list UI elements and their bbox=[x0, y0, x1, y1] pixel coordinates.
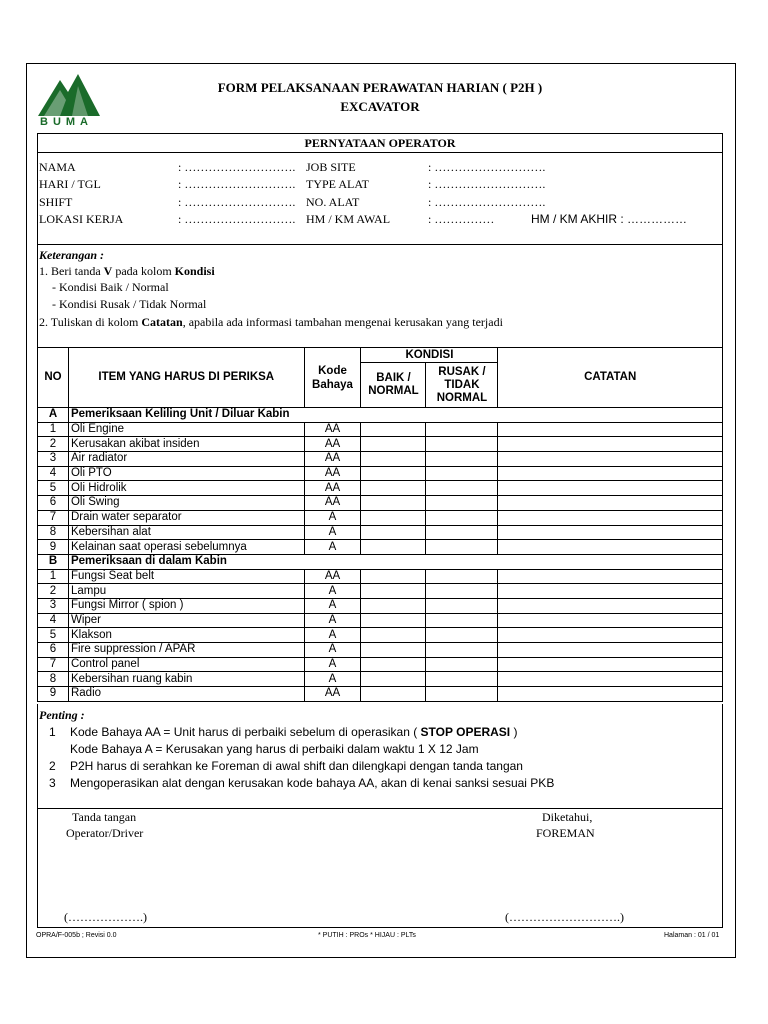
table-row bbox=[38, 643, 723, 658]
penting-line3: Mengoperasikan alat dengan kerusakan kode bahaya AA, akan di kenai sanksi sesuai PKB bbox=[70, 776, 555, 790]
section-no: B bbox=[38, 554, 69, 569]
field-shift[interactable]: : ………………………. bbox=[178, 195, 296, 209]
col-rusak-header: RUSAK / TIDAK NORMAL bbox=[426, 363, 498, 408]
row-item: Drain water separator bbox=[68, 510, 304, 525]
section-title: Pemeriksaan di dalam Kabin bbox=[68, 554, 722, 569]
row-baik-cell[interactable] bbox=[361, 628, 426, 643]
row-rusak-cell[interactable] bbox=[426, 657, 498, 672]
sign-foreman-field[interactable]: (……………………….) bbox=[505, 910, 624, 924]
row-rusak-cell[interactable] bbox=[426, 643, 498, 658]
row-catatan-cell[interactable] bbox=[498, 452, 723, 467]
label-lokasi-kerja: LOKASI KERJA bbox=[39, 212, 124, 226]
table-row bbox=[38, 452, 723, 467]
row-no: 1 bbox=[38, 422, 69, 437]
label-type-alat: TYPE ALAT bbox=[306, 177, 369, 191]
row-kode: A bbox=[304, 598, 361, 613]
sign-right-line2: FOREMAN bbox=[536, 826, 595, 840]
row-catatan-cell[interactable] bbox=[498, 584, 723, 599]
row-rusak-cell[interactable] bbox=[426, 481, 498, 496]
row-rusak-cell[interactable] bbox=[426, 452, 498, 467]
row-no: 8 bbox=[38, 672, 69, 687]
row-kode: AA bbox=[304, 466, 361, 481]
row-baik-cell[interactable] bbox=[361, 643, 426, 658]
sign-left-line1: Tanda tangan bbox=[72, 810, 137, 824]
row-no: 7 bbox=[38, 657, 69, 672]
table-row bbox=[38, 687, 723, 702]
row-item: Oli PTO bbox=[68, 466, 304, 481]
row-catatan-cell[interactable] bbox=[498, 672, 723, 687]
row-item: Fungsi Mirror ( spion ) bbox=[68, 598, 304, 613]
row-kode: A bbox=[304, 584, 361, 599]
row-baik-cell[interactable] bbox=[361, 466, 426, 481]
row-rusak-cell[interactable] bbox=[426, 598, 498, 613]
field-hm-km-awal[interactable]: : …………… bbox=[428, 212, 495, 226]
row-item: Kelainan saat operasi sebelumnya bbox=[68, 540, 304, 555]
table-row bbox=[38, 613, 723, 628]
checklist-table bbox=[37, 347, 723, 702]
field-nama[interactable]: : ………………………. bbox=[178, 160, 296, 174]
row-kode: AA bbox=[304, 496, 361, 511]
col-catatan-header: CATATAN bbox=[498, 348, 723, 408]
row-baik-cell[interactable] bbox=[361, 540, 426, 555]
row-baik-cell[interactable] bbox=[361, 496, 426, 511]
table-row bbox=[38, 422, 723, 437]
operator-section-title: PERNYATAAN OPERATOR bbox=[304, 136, 456, 150]
row-catatan-cell[interactable] bbox=[498, 496, 723, 511]
row-catatan-cell[interactable] bbox=[498, 628, 723, 643]
row-kode: A bbox=[304, 657, 361, 672]
row-item: Fungsi Seat belt bbox=[68, 569, 304, 584]
penting-num-1: 1 bbox=[49, 725, 56, 739]
field-hm-km-akhir[interactable]: HM / KM AKHIR : …………… bbox=[531, 212, 688, 226]
row-rusak-cell[interactable] bbox=[426, 510, 498, 525]
row-item: Air radiator bbox=[68, 452, 304, 467]
table-row bbox=[38, 481, 723, 496]
row-no: 5 bbox=[38, 481, 69, 496]
row-baik-cell[interactable] bbox=[361, 422, 426, 437]
row-kode: AA bbox=[304, 452, 361, 467]
row-no: 5 bbox=[38, 628, 69, 643]
section-no: A bbox=[38, 408, 69, 423]
keterangan-line4: 2. Tuliskan di kolom Catatan, apabila ada informasi tambahan mengenai kerusakan yang terjadi bbox=[39, 315, 503, 329]
row-baik-cell[interactable] bbox=[361, 687, 426, 702]
field-lokasi-kerja[interactable]: : ………………………. bbox=[178, 212, 296, 226]
footer-copies: * PUTIH : PROs * HIJAU : PLTs bbox=[318, 932, 416, 939]
label-job-site: JOB SITE bbox=[306, 160, 356, 174]
row-item: Oli Engine bbox=[68, 422, 304, 437]
penting-num-3: 3 bbox=[49, 776, 56, 790]
table-row bbox=[38, 657, 723, 672]
row-catatan-cell[interactable] bbox=[498, 525, 723, 540]
label-hm-km-awal: HM / KM AWAL bbox=[306, 212, 391, 226]
row-catatan-cell[interactable] bbox=[498, 569, 723, 584]
row-kode: AA bbox=[304, 422, 361, 437]
form-subtitle: EXCAVATOR bbox=[340, 99, 420, 114]
row-baik-cell[interactable] bbox=[361, 510, 426, 525]
row-item: Wiper bbox=[68, 613, 304, 628]
row-rusak-cell[interactable] bbox=[426, 672, 498, 687]
checklist-rows bbox=[38, 408, 723, 702]
row-rusak-cell[interactable] bbox=[426, 628, 498, 643]
penting-num-2: 2 bbox=[49, 759, 56, 773]
penting-box bbox=[37, 704, 723, 809]
field-type-alat[interactable]: : ………………………. bbox=[428, 177, 546, 191]
row-kode: A bbox=[304, 613, 361, 628]
section-row-a bbox=[38, 408, 723, 423]
row-no: 6 bbox=[38, 643, 69, 658]
table-row bbox=[38, 510, 723, 525]
row-item: Oli Hidrolik bbox=[68, 481, 304, 496]
row-kode: A bbox=[304, 510, 361, 525]
row-baik-cell[interactable] bbox=[361, 437, 426, 452]
row-no: 4 bbox=[38, 466, 69, 481]
table-row bbox=[38, 437, 723, 452]
penting-line1b: Kode Bahaya A = Kerusakan yang harus di perbaiki dalam waktu 1 X 12 Jam bbox=[70, 742, 479, 756]
row-kode: A bbox=[304, 628, 361, 643]
row-no: 3 bbox=[38, 598, 69, 613]
sign-left-line2: Operator/Driver bbox=[66, 826, 144, 840]
penting-line2: P2H harus di serahkan ke Foreman di awal shift dan dilengkapi dengan tanda tangan bbox=[70, 759, 523, 773]
keterangan-line2: - Kondisi Baik / Normal bbox=[52, 280, 169, 294]
row-baik-cell[interactable] bbox=[361, 569, 426, 584]
row-no: 2 bbox=[38, 437, 69, 452]
row-item: Control panel bbox=[68, 657, 304, 672]
row-baik-cell[interactable] bbox=[361, 481, 426, 496]
row-rusak-cell[interactable] bbox=[426, 422, 498, 437]
col-item-header: ITEM YANG HARUS DI PERIKSA bbox=[68, 348, 304, 408]
row-no: 1 bbox=[38, 569, 69, 584]
footer-page: Halaman : 01 / 01 bbox=[664, 932, 720, 939]
row-catatan-cell[interactable] bbox=[498, 510, 723, 525]
row-kode: A bbox=[304, 525, 361, 540]
field-hari-tgl[interactable]: : ………………………. bbox=[178, 177, 296, 191]
row-no: 3 bbox=[38, 452, 69, 467]
row-kode: AA bbox=[304, 437, 361, 452]
row-item: Lampu bbox=[68, 584, 304, 599]
row-kode: AA bbox=[304, 569, 361, 584]
keterangan-line1: 1. Beri tanda V pada kolom Kondisi bbox=[39, 264, 215, 278]
row-catatan-cell[interactable] bbox=[498, 466, 723, 481]
table-row bbox=[38, 525, 723, 540]
row-kode: A bbox=[304, 643, 361, 658]
row-item: Radio bbox=[68, 687, 304, 702]
sign-operator-field[interactable]: (……………….) bbox=[64, 910, 147, 924]
row-catatan-cell[interactable] bbox=[498, 540, 723, 555]
row-baik-cell[interactable] bbox=[361, 613, 426, 628]
row-catatan-cell[interactable] bbox=[498, 613, 723, 628]
row-rusak-cell[interactable] bbox=[426, 569, 498, 584]
logo-text: BUMA bbox=[40, 116, 93, 128]
form-title: FORM PELAKSANAAN PERAWATAN HARIAN ( P2H ) bbox=[217, 80, 543, 95]
col-baik-header: BAIK / NORMAL bbox=[361, 363, 426, 408]
footer-form-code: OPRA/F-005b ; Revisi 0.0 bbox=[36, 932, 117, 939]
label-no-alat: NO. ALAT bbox=[306, 195, 360, 209]
row-no: 8 bbox=[38, 525, 69, 540]
col-no-header: NO bbox=[38, 348, 69, 408]
row-catatan-cell[interactable] bbox=[498, 657, 723, 672]
keterangan-line3: - Kondisi Rusak / Tidak Normal bbox=[52, 297, 207, 311]
col-kondisi-header: KONDISI bbox=[361, 348, 498, 363]
row-item: Kebersihan ruang kabin bbox=[68, 672, 304, 687]
field-job-site[interactable]: : ………………………. bbox=[428, 160, 546, 174]
row-rusak-cell[interactable] bbox=[426, 437, 498, 452]
row-rusak-cell[interactable] bbox=[426, 687, 498, 702]
table-row bbox=[38, 466, 723, 481]
table-row bbox=[38, 584, 723, 599]
field-no-alat[interactable]: : ………………………. bbox=[428, 195, 546, 209]
label-shift: SHIFT bbox=[39, 195, 73, 209]
row-item: Fire suppression / APAR bbox=[68, 643, 304, 658]
row-rusak-cell[interactable] bbox=[426, 466, 498, 481]
row-item: Kebersihan alat bbox=[68, 525, 304, 540]
row-no: 7 bbox=[38, 510, 69, 525]
row-baik-cell[interactable] bbox=[361, 657, 426, 672]
table-row bbox=[38, 672, 723, 687]
row-baik-cell[interactable] bbox=[361, 672, 426, 687]
row-kode: A bbox=[304, 540, 361, 555]
table-row bbox=[38, 540, 723, 555]
row-catatan-cell[interactable] bbox=[498, 481, 723, 496]
row-catatan-cell[interactable] bbox=[498, 422, 723, 437]
label-nama: NAMA bbox=[39, 160, 76, 174]
row-item: Klakson bbox=[68, 628, 304, 643]
keterangan-title: Keterangan : bbox=[39, 248, 105, 262]
row-no: 2 bbox=[38, 584, 69, 599]
row-kode: AA bbox=[304, 481, 361, 496]
row-baik-cell[interactable] bbox=[361, 525, 426, 540]
row-rusak-cell[interactable] bbox=[426, 613, 498, 628]
penting-line1: Kode Bahaya AA = Unit harus di perbaiki sebelum di operasikan ( STOP OPERASI ) bbox=[70, 725, 518, 739]
row-rusak-cell[interactable] bbox=[426, 540, 498, 555]
row-kode: AA bbox=[304, 687, 361, 702]
row-baik-cell[interactable] bbox=[361, 452, 426, 467]
penting-title: Penting : bbox=[39, 708, 85, 722]
col-kode-header: Kode Bahaya bbox=[304, 348, 361, 408]
label-hari-tgl: HARI / TGL bbox=[39, 177, 101, 191]
table-row bbox=[38, 569, 723, 584]
row-no: 4 bbox=[38, 613, 69, 628]
section-title: Pemeriksaan Keliling Unit / Diluar Kabin bbox=[68, 408, 722, 423]
row-catatan-cell[interactable] bbox=[498, 643, 723, 658]
row-catatan-cell[interactable] bbox=[498, 687, 723, 702]
row-no: 6 bbox=[38, 496, 69, 511]
table-row bbox=[38, 496, 723, 511]
row-baik-cell[interactable] bbox=[361, 584, 426, 599]
row-catatan-cell[interactable] bbox=[498, 598, 723, 613]
row-rusak-cell[interactable] bbox=[426, 496, 498, 511]
row-kode: A bbox=[304, 672, 361, 687]
row-catatan-cell[interactable] bbox=[498, 437, 723, 452]
sign-right-line1: Diketahui, bbox=[542, 810, 593, 824]
table-row bbox=[38, 598, 723, 613]
row-rusak-cell[interactable] bbox=[426, 584, 498, 599]
row-item: Kerusakan akibat insiden bbox=[68, 437, 304, 452]
row-rusak-cell[interactable] bbox=[426, 525, 498, 540]
table-row bbox=[38, 628, 723, 643]
row-no: 9 bbox=[38, 540, 69, 555]
section-row-b bbox=[38, 554, 723, 569]
row-no: 9 bbox=[38, 687, 69, 702]
row-item: Oli Swing bbox=[68, 496, 304, 511]
row-baik-cell[interactable] bbox=[361, 598, 426, 613]
